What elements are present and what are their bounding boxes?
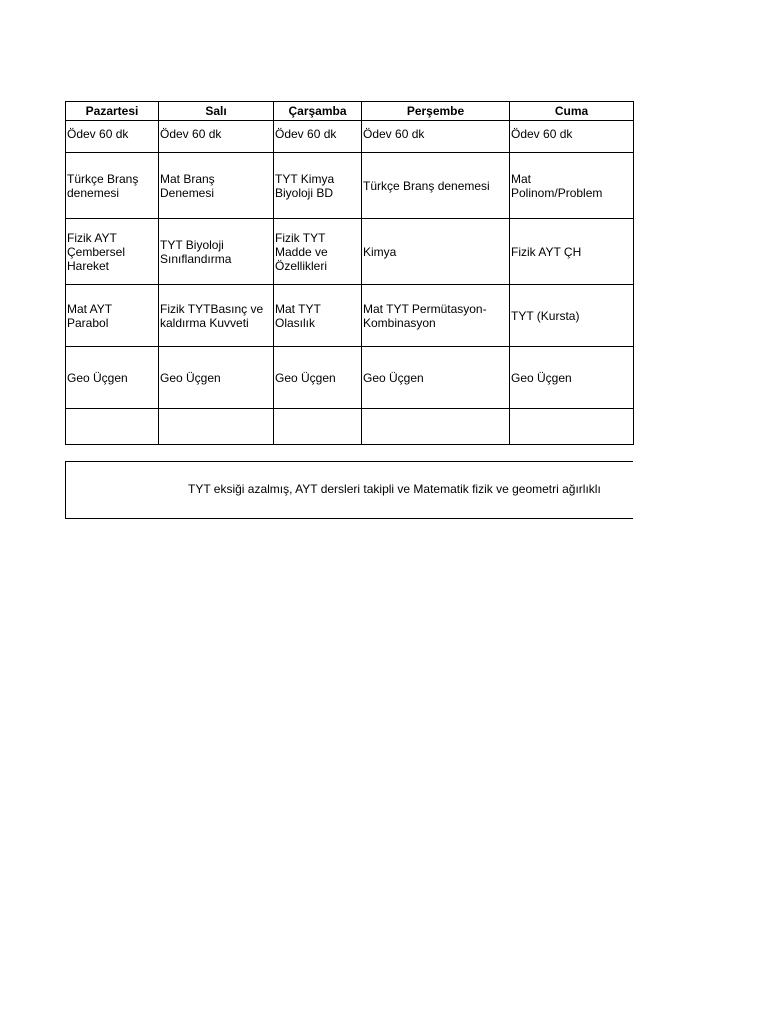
table-cell [362,409,510,445]
header-pazartesi: Pazartesi [66,102,159,121]
table-cell: Ödev 60 dk [510,121,634,153]
table-cell: Fizik AYT Çembersel Hareket [66,219,159,285]
table-cell: Geo Üçgen [274,347,362,409]
table-cell [510,409,634,445]
table-cell: Geo Üçgen [66,347,159,409]
table-cell: Geo Üçgen [362,347,510,409]
table-row [66,285,634,347]
table-cell: Ödev 60 dk [159,121,274,153]
table-cell: TYT Kimya Biyoloji BD [274,153,362,219]
table-cell: Mat TYT Permütasyon- Kombinasyon [362,285,510,347]
table-row [66,121,634,153]
table-cell: Fizik TYTBasınç ve kaldırma Kuvveti [159,285,274,347]
table-row [66,347,634,409]
table-cell: TYT (Kursta) [510,285,634,347]
weekly-schedule-table [65,101,634,445]
note-box [65,461,633,519]
table-cell: Kimya [362,219,510,285]
header-row [66,102,634,121]
table-cell: Mat TYT Olasılık [274,285,362,347]
table-cell: Mat Polinom/Problem [510,153,634,219]
table-cell: Türkçe Branş denemesi [362,153,510,219]
table-cell: Mat AYT Parabol [66,285,159,347]
table-cell [66,409,159,445]
table-cell: Türkçe Branş denemesi [66,153,159,219]
note-text: TYT eksiği azalmış, AYT dersleri takipli ve Matematik fizik ve geometri ağırlıklı [188,482,601,496]
header-cuma: Cuma [510,102,634,121]
table-cell: Geo Üçgen [159,347,274,409]
table-cell: Geo Üçgen [510,347,634,409]
table-row [66,409,634,445]
header-persembe: Perşembe [362,102,510,121]
table-cell: Fizik TYT Madde ve Özellikleri [274,219,362,285]
table-cell: TYT Biyoloji Sınıflandırma [159,219,274,285]
table-cell [274,409,362,445]
table-cell: Mat Branş Denemesi [159,153,274,219]
table-cell [159,409,274,445]
header-sali: Salı [159,102,274,121]
table-cell: Fizik AYT ÇH [510,219,634,285]
table-cell: Ödev 60 dk [66,121,159,153]
table-row [66,153,634,219]
table-cell: Ödev 60 dk [362,121,510,153]
table-row [66,219,634,285]
table-cell: Ödev 60 dk [274,121,362,153]
header-carsamba: Çarşamba [274,102,362,121]
